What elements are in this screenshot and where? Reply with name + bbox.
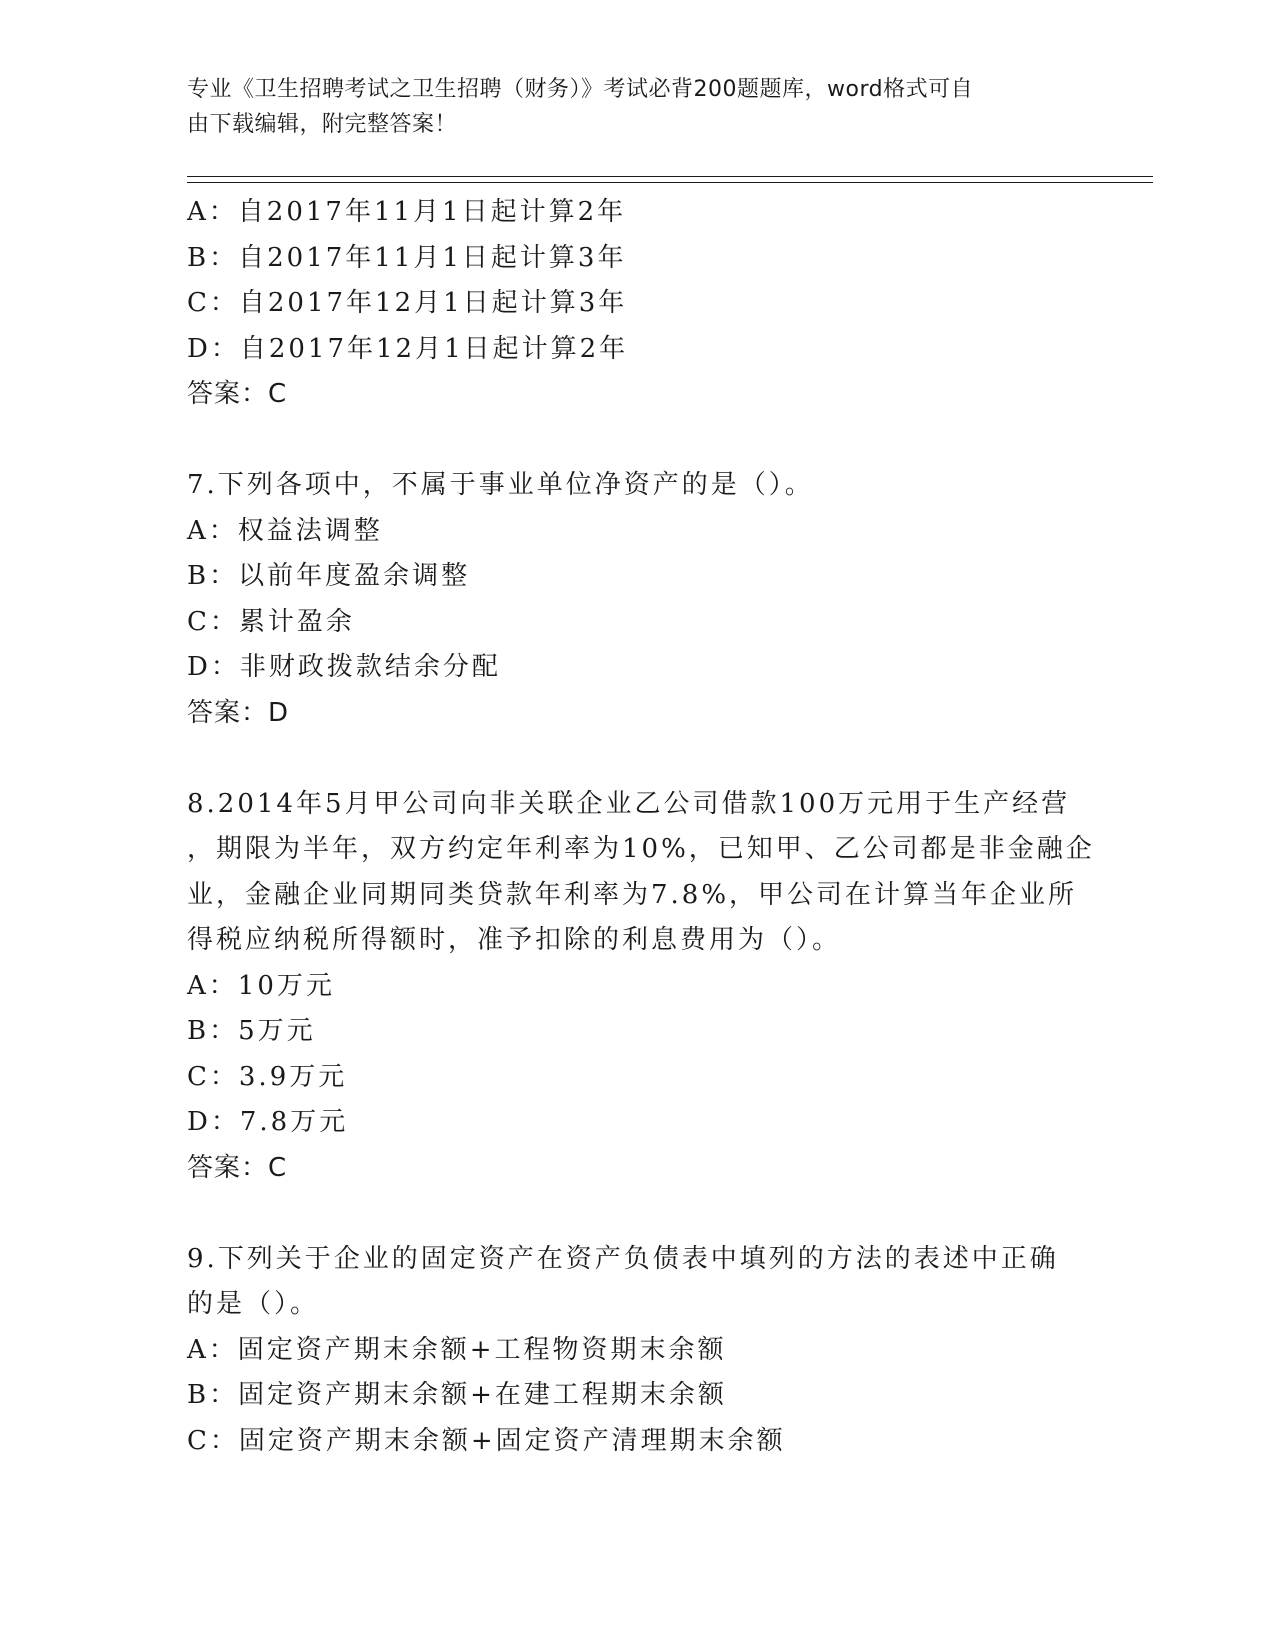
option-c: C：固定资产期末余额+固定资产清理期末余额 [187,1425,786,1456]
option-c: C：累计盈余 [187,606,355,637]
option-a: A：自2017年11月1日起计算2年 [187,197,627,227]
header-divider-bottom [187,182,1153,183]
document-header [187,72,1067,142]
question-block-8 [187,782,1095,1192]
option-b: B：自2017年11月1日起计算3年 [187,242,627,273]
option-b: B：5万元 [187,1016,316,1046]
option-a: A：权益法调整 [187,515,383,546]
question-stem: 7.下列各项中，不属于事业单位净资产的是（）。 [187,470,814,500]
question-list [187,190,1095,1464]
question-stem-line-2: 的是（）。 [187,1289,320,1319]
header-title-line-2: 由下载编辑，附完整答案！ [187,112,458,137]
answer-line: 答案：C [187,379,288,409]
question-block-7 [187,463,1087,736]
question-block-9 [187,1237,1087,1465]
option-d: D：7.8万元 [187,1107,349,1137]
question-stem-line-1: 9.下列关于企业的固定资产在资产负债表中填列的方法的表述中正确 [187,1243,1059,1274]
question-stem-line-2: ，期限为半年，双方约定年利率为10%，已知甲、乙公司都是非金融企 [187,834,1095,864]
question-block-6 [187,190,1087,418]
question-stem-line-1: 8.2014年5月甲公司向非关联企业乙公司借款100万元用于生产经营 [187,788,1071,819]
option-c: C：自2017年12月1日起计算3年 [187,288,628,318]
option-c: C：3.9万元 [187,1061,348,1092]
option-a: A：固定资产期末余额+工程物资期末余额 [187,1334,727,1365]
answer-line: 答案：C [187,1152,288,1183]
question-stem-line-4: 得税应纳税所得额时，准予扣除的利息费用为（）。 [187,925,842,955]
option-d: D：自2017年12月1日起计算2年 [187,333,629,364]
question-stem-line-3: 业，金融企业同期同类贷款年利率为7.8%，甲公司在计算当年企业所 [187,879,1078,910]
answer-line: 答案：D [187,697,290,728]
option-b: B：以前年度盈余调整 [187,561,471,591]
option-d: D：非财政拨款结余分配 [187,652,501,682]
option-a: A：10万元 [187,970,335,1001]
header-title-line-1: 专业《卫生招聘考试之卫生招聘（财务）》考试必背200题题库，word格式可自 [187,77,974,102]
option-b: B：固定资产期末余额+在建工程期末余额 [187,1380,727,1410]
header-divider-top [187,176,1153,177]
